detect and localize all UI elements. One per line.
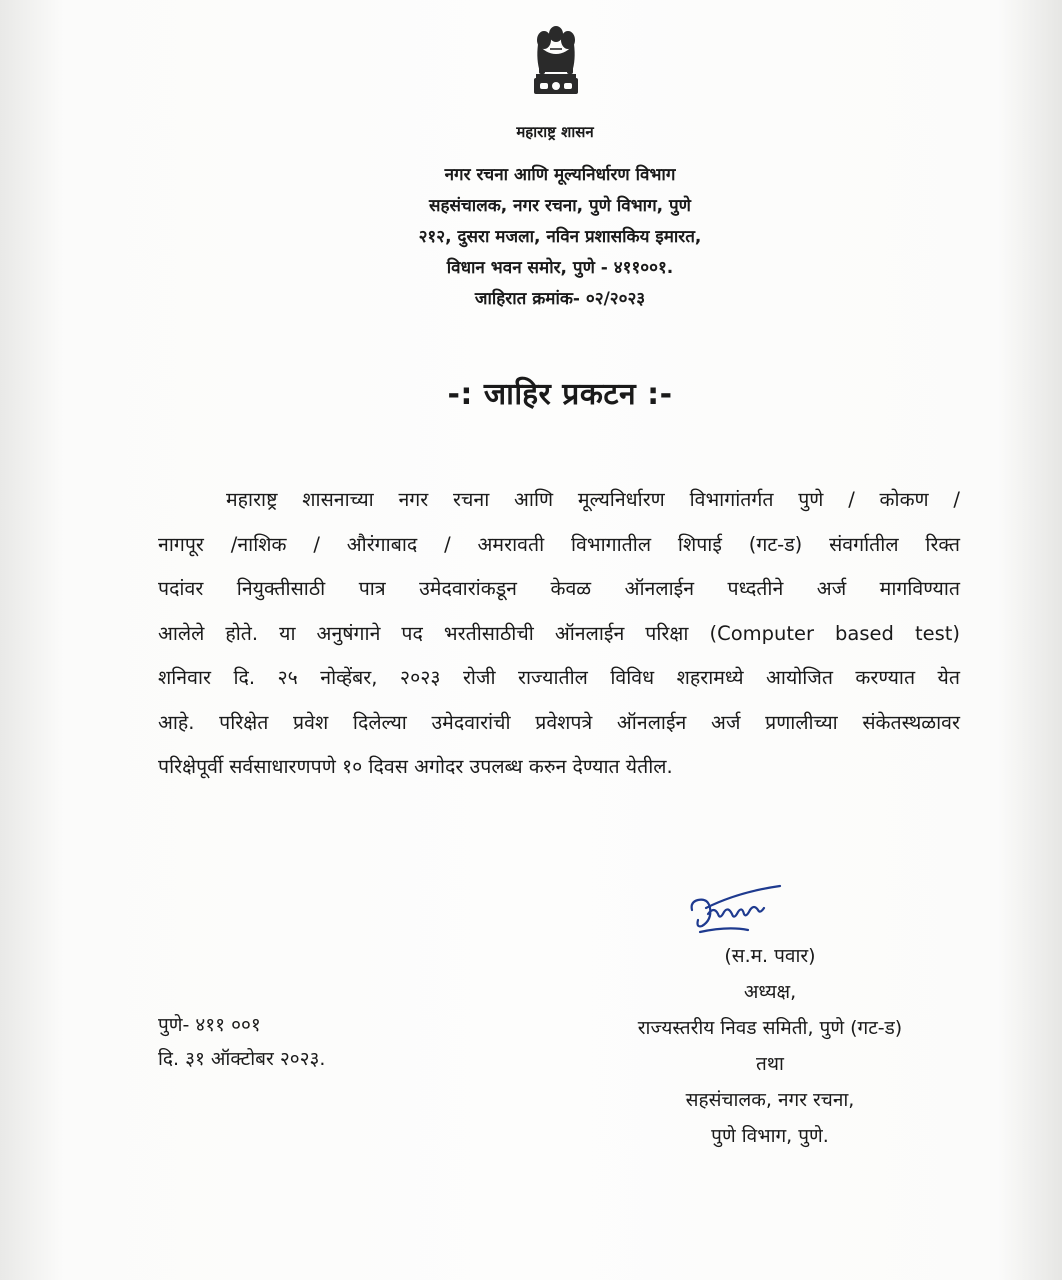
date: दि. ३१ ऑक्टोबर २०२३. (158, 1048, 326, 1070)
signatory-conjunction: तथा (756, 1053, 784, 1075)
signatory-block (560, 938, 980, 1154)
body-line: आहे. परिक्षेत प्रवेश दिलेल्या उमेदवारांची प्रवेशपत्रे ऑनलाईन अर्ज प्रणालीच्या संकेतस्थळावर (158, 710, 960, 734)
place-and-date (158, 1008, 458, 1076)
body-line: महाराष्ट्र शासनाच्या नगर रचना आणि मूल्यनिर्धारण विभागांतर्गत पुणे / कोकण / (226, 488, 960, 511)
body-line: पदांवर नियुक्तीसाठी पात्र उमेदवारांकडून केवळ ऑनलाईन पध्दतीने अर्ज मागविण्यात (158, 577, 960, 600)
signatory-division: पुणे विभाग, पुणे. (711, 1125, 829, 1147)
handwritten-signature (688, 880, 788, 940)
signatory-name: (स.म. पवार) (724, 945, 816, 967)
body-line: परिक्षेपूर्वी सर्वसाधारणपणे १० दिवस अगोदर उपलब्ध करुन देण्यात येतील. (158, 755, 673, 778)
signatory-office: सहसंचालक, नगर रचना, (685, 1089, 855, 1111)
department-name: नगर रचना आणि मूल्यनिर्धारण विभाग (444, 165, 676, 185)
address-line-2: विधान भवन समोर, पुणे - ४११००१. (446, 258, 674, 278)
signatory-designation: अध्यक्ष, (743, 981, 797, 1003)
government-name: महाराष्ट्र शासन (516, 123, 594, 141)
address-line-1: २१२, दुसरा मजला, नविन प्रशासकिय इमारत, (418, 227, 702, 247)
body-line: नागपूर /नाशिक / औरंगाबाद / अमरावती विभागातील शिपाई (गट-ड) संवर्गातील रिक्त (158, 532, 960, 556)
place: पुणे- ४११ ००१ (158, 1014, 261, 1036)
notice-title: -: जाहिर प्रकटन :- (447, 377, 673, 412)
notice-body (158, 478, 960, 790)
office-name: सहसंचालक, नगर रचना, पुणे विभाग, पुणे (429, 196, 691, 216)
office-header (300, 160, 820, 315)
advertisement-number: जाहिरात क्रमांक- ०२/२०२३ (474, 289, 646, 309)
state-emblem-icon (528, 20, 584, 120)
body-line: शनिवार दि. २५ नोव्हेंबर, २०२३ रोजी राज्यातील विविध शहरामध्ये आयोजित करण्यात येत (158, 666, 960, 689)
signatory-committee: राज्यस्तरीय निवड समिती, पुणे (गट-ड) (637, 1017, 903, 1039)
body-line: आलेले होते. या अनुषंगाने पद भरतीसाठीची ऑनलाईन परिक्षा (Computer based test) (158, 621, 960, 645)
